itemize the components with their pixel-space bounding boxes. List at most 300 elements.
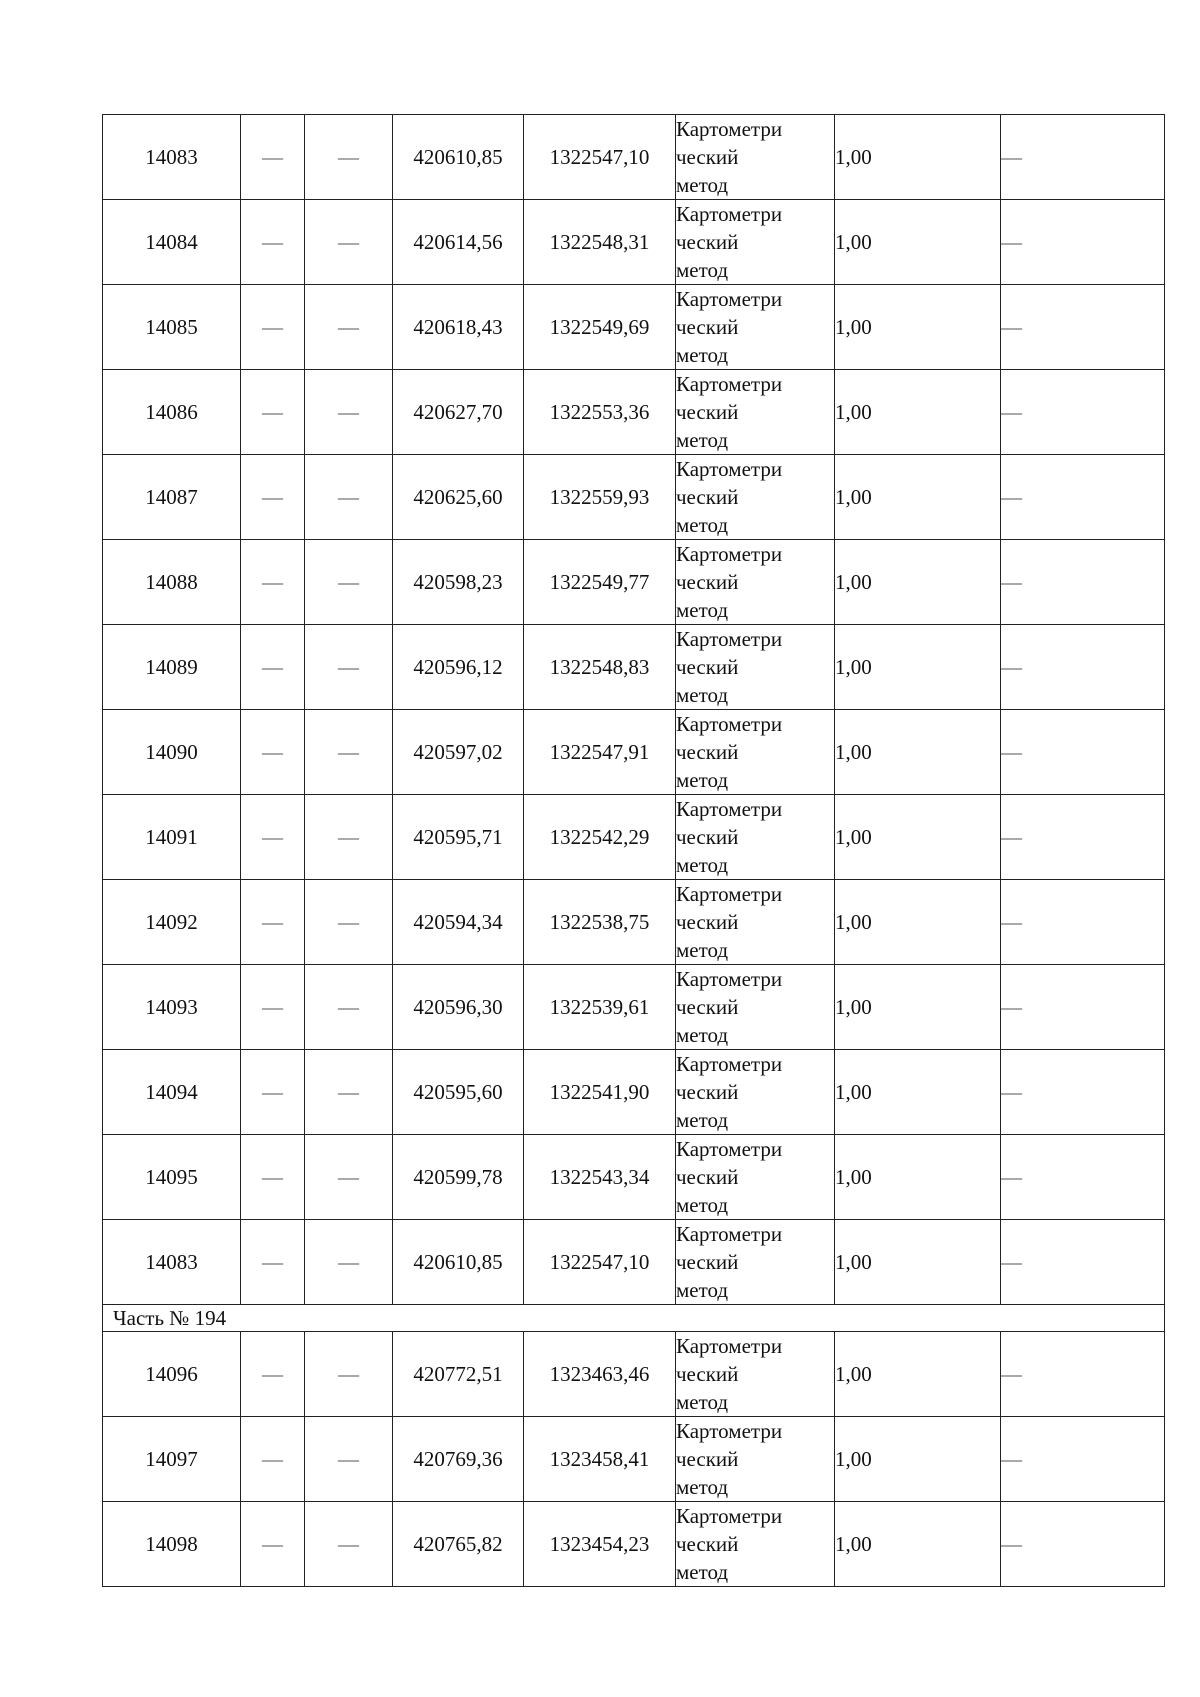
old-y-cell (305, 285, 393, 370)
table-row (103, 1502, 1165, 1587)
point-number-text: 14089 (145, 654, 198, 679)
old-x-cell (241, 115, 305, 200)
point-number-text: 14094 (145, 1079, 198, 1104)
old-x-text: — (262, 739, 283, 764)
old-x-cell (241, 1417, 305, 1502)
description-cell (1001, 540, 1165, 625)
method-line: метод (676, 1475, 729, 1499)
table-row (103, 1417, 1165, 1502)
method-line: ческий (676, 145, 739, 169)
accuracy-text: 1,00 (835, 1446, 872, 1471)
method-line: Картометри (676, 1504, 783, 1528)
y-coordinate-text: 1323458,41 (549, 1446, 650, 1471)
method-line: метод (676, 428, 729, 452)
x-coordinate-cell (393, 1050, 524, 1135)
method-cell (676, 115, 835, 200)
old-y-cell (305, 880, 393, 965)
description-cell (1001, 710, 1165, 795)
old-y-cell (305, 1220, 393, 1305)
point-number-cell (103, 795, 241, 880)
description-cell (1001, 965, 1165, 1050)
x-coordinate-text: 420627,70 (413, 399, 503, 424)
method-line: метод (676, 1108, 729, 1132)
old-y-cell (305, 370, 393, 455)
point-number-text: 14090 (145, 739, 198, 764)
method-line: Картометри (676, 882, 783, 906)
description-text: — (1001, 1446, 1022, 1471)
point-number-cell (103, 880, 241, 965)
part-label: Часть № 194 (103, 1305, 1165, 1332)
method-line: метод (676, 853, 729, 877)
accuracy-cell (835, 540, 1001, 625)
accuracy-text: 1,00 (835, 1361, 872, 1386)
point-number-cell (103, 115, 241, 200)
description-cell (1001, 1050, 1165, 1135)
table-row (103, 880, 1165, 965)
old-x-text: — (262, 824, 283, 849)
old-x-cell (241, 285, 305, 370)
old-x-text: — (262, 994, 283, 1019)
old-x-cell (241, 540, 305, 625)
description-text: — (1001, 994, 1022, 1019)
point-number-cell (103, 625, 241, 710)
point-number-cell (103, 285, 241, 370)
old-y-cell (305, 795, 393, 880)
old-x-cell (241, 370, 305, 455)
description-text: — (1001, 1531, 1022, 1556)
description-text: — (1001, 1164, 1022, 1189)
y-coordinate-text: 1322548,83 (549, 654, 650, 679)
x-coordinate-cell (393, 880, 524, 965)
x-coordinate-text: 420599,78 (413, 1164, 503, 1189)
table-body-part-a (103, 115, 1165, 1305)
point-number-text: 14091 (145, 824, 198, 849)
description-text: — (1001, 144, 1022, 169)
point-number-text: 14086 (145, 399, 198, 424)
accuracy-text: 1,00 (835, 569, 872, 594)
method-line: Картометри (676, 372, 783, 396)
old-x-cell (241, 625, 305, 710)
old-y-text: — (338, 229, 359, 254)
accuracy-cell (835, 285, 1001, 370)
method-cell (676, 1220, 835, 1305)
accuracy-text: 1,00 (835, 1249, 872, 1274)
method-line: метод (676, 1560, 729, 1584)
method-cell (676, 370, 835, 455)
x-coordinate-cell (393, 1502, 524, 1587)
point-number-text: 14093 (145, 994, 198, 1019)
method-line: Картометри (676, 797, 783, 821)
description-cell (1001, 285, 1165, 370)
old-y-cell (305, 710, 393, 795)
method-line: ческий (676, 995, 739, 1019)
method-line: ческий (676, 825, 739, 849)
y-coordinate-cell (524, 880, 676, 965)
description-cell (1001, 1332, 1165, 1417)
method-cell (676, 200, 835, 285)
coordinates-table (102, 114, 1165, 1587)
y-coordinate-cell (524, 540, 676, 625)
table-row (103, 200, 1165, 285)
point-number-text: 14098 (145, 1531, 198, 1556)
description-text: — (1001, 1361, 1022, 1386)
method-line: ческий (676, 315, 739, 339)
method-line: ческий (676, 485, 739, 509)
method-line: Картометри (676, 1052, 783, 1076)
method-line: ческий (676, 1447, 739, 1471)
point-number-text: 14084 (145, 229, 198, 254)
method-line: метод (676, 1390, 729, 1414)
point-number-cell (103, 1050, 241, 1135)
method-line: Картометри (676, 542, 783, 566)
old-x-cell (241, 1135, 305, 1220)
old-y-text: — (338, 1249, 359, 1274)
part-header-row (103, 1305, 1165, 1332)
method-line: ческий (676, 1165, 739, 1189)
method-line: метод (676, 1023, 729, 1047)
description-text: — (1001, 654, 1022, 679)
x-coordinate-text: 420618,43 (413, 314, 503, 339)
accuracy-cell (835, 1417, 1001, 1502)
description-cell (1001, 455, 1165, 540)
accuracy-cell (835, 115, 1001, 200)
point-number-text: 14087 (145, 484, 198, 509)
method-line: ческий (676, 1532, 739, 1556)
description-text: — (1001, 1249, 1022, 1274)
table-row (103, 115, 1165, 200)
accuracy-cell (835, 455, 1001, 540)
old-x-text: — (262, 1446, 283, 1471)
description-text: — (1001, 739, 1022, 764)
method-line: ческий (676, 1362, 739, 1386)
y-coordinate-text: 1322547,91 (549, 739, 650, 764)
method-line: метод (676, 598, 729, 622)
x-coordinate-text: 420595,71 (413, 824, 503, 849)
y-coordinate-text: 1322553,36 (549, 399, 650, 424)
old-y-text: — (338, 484, 359, 509)
old-y-text: — (338, 314, 359, 339)
method-cell (676, 1502, 835, 1587)
y-coordinate-text: 1323463,46 (549, 1361, 650, 1386)
y-coordinate-text: 1322547,10 (549, 144, 650, 169)
method-line: Картометри (676, 627, 783, 651)
old-y-text: — (338, 1446, 359, 1471)
description-cell (1001, 115, 1165, 200)
old-x-text: — (262, 1531, 283, 1556)
old-x-cell (241, 200, 305, 285)
old-x-cell (241, 1332, 305, 1417)
point-number-text: 14083 (145, 1249, 198, 1274)
old-x-cell (241, 880, 305, 965)
table-body-part-b (103, 1332, 1165, 1587)
table-row (103, 1332, 1165, 1417)
old-x-text: — (262, 314, 283, 339)
y-coordinate-cell (524, 965, 676, 1050)
table-row (103, 1135, 1165, 1220)
old-y-text: — (338, 1164, 359, 1189)
method-cell (676, 710, 835, 795)
old-y-text: — (338, 909, 359, 934)
old-y-text: — (338, 1361, 359, 1386)
method-cell (676, 1417, 835, 1502)
method-line: Картометри (676, 457, 783, 481)
method-line: ческий (676, 1080, 739, 1104)
description-cell (1001, 880, 1165, 965)
method-line: Картометри (676, 202, 783, 226)
accuracy-cell (835, 1332, 1001, 1417)
old-y-cell (305, 965, 393, 1050)
old-x-text: — (262, 569, 283, 594)
point-number-cell (103, 1135, 241, 1220)
point-number-cell (103, 370, 241, 455)
old-x-cell (241, 795, 305, 880)
description-text: — (1001, 824, 1022, 849)
x-coordinate-cell (393, 710, 524, 795)
accuracy-text: 1,00 (835, 399, 872, 424)
old-y-cell (305, 1050, 393, 1135)
point-number-cell (103, 455, 241, 540)
method-cell (676, 455, 835, 540)
table-row (103, 370, 1165, 455)
x-coordinate-text: 420765,82 (413, 1531, 503, 1556)
y-coordinate-cell (524, 795, 676, 880)
accuracy-cell (835, 1220, 1001, 1305)
table-row (103, 1050, 1165, 1135)
old-y-text: — (338, 994, 359, 1019)
old-y-text: — (338, 654, 359, 679)
old-y-cell (305, 540, 393, 625)
x-coordinate-cell (393, 285, 524, 370)
method-cell (676, 1135, 835, 1220)
old-x-text: — (262, 399, 283, 424)
old-y-text: — (338, 399, 359, 424)
accuracy-cell (835, 965, 1001, 1050)
table-row (103, 455, 1165, 540)
old-x-text: — (262, 144, 283, 169)
y-coordinate-cell (524, 115, 676, 200)
x-coordinate-cell (393, 795, 524, 880)
point-number-cell (103, 540, 241, 625)
x-coordinate-text: 420595,60 (413, 1079, 503, 1104)
y-coordinate-cell (524, 200, 676, 285)
x-coordinate-text: 420598,23 (413, 569, 503, 594)
point-number-text: 14085 (145, 314, 198, 339)
point-number-cell (103, 200, 241, 285)
method-cell (676, 965, 835, 1050)
old-y-cell (305, 1417, 393, 1502)
table-row (103, 285, 1165, 370)
y-coordinate-cell (524, 285, 676, 370)
old-y-cell (305, 1135, 393, 1220)
old-y-text: — (338, 739, 359, 764)
x-coordinate-cell (393, 625, 524, 710)
old-x-text: — (262, 484, 283, 509)
old-y-text: — (338, 1079, 359, 1104)
description-cell (1001, 1135, 1165, 1220)
method-line: Картометри (676, 287, 783, 311)
y-coordinate-text: 1323454,23 (549, 1531, 650, 1556)
method-line: метод (676, 513, 729, 537)
method-cell (676, 540, 835, 625)
method-line: Картометри (676, 712, 783, 736)
accuracy-cell (835, 1502, 1001, 1587)
point-number-text: 14097 (145, 1446, 198, 1471)
y-coordinate-text: 1322559,93 (549, 484, 650, 509)
description-cell (1001, 370, 1165, 455)
accuracy-text: 1,00 (835, 909, 872, 934)
method-line: ческий (676, 740, 739, 764)
y-coordinate-text: 1322548,31 (549, 229, 650, 254)
description-cell (1001, 1220, 1165, 1305)
y-coordinate-text: 1322541,90 (549, 1079, 650, 1104)
table-row (103, 540, 1165, 625)
x-coordinate-text: 420610,85 (413, 144, 503, 169)
x-coordinate-text: 420769,36 (413, 1446, 503, 1471)
accuracy-text: 1,00 (835, 144, 872, 169)
method-line: метод (676, 768, 729, 792)
x-coordinate-cell (393, 1220, 524, 1305)
old-x-text: — (262, 229, 283, 254)
x-coordinate-text: 420596,12 (413, 654, 503, 679)
accuracy-text: 1,00 (835, 1531, 872, 1556)
table-row (103, 710, 1165, 795)
x-coordinate-cell (393, 540, 524, 625)
method-line: ческий (676, 910, 739, 934)
accuracy-cell (835, 370, 1001, 455)
y-coordinate-cell (524, 625, 676, 710)
method-line: метод (676, 1278, 729, 1302)
old-x-text: — (262, 654, 283, 679)
table-row (103, 625, 1165, 710)
old-x-cell (241, 455, 305, 540)
x-coordinate-text: 420596,30 (413, 994, 503, 1019)
method-line: ческий (676, 1250, 739, 1274)
accuracy-cell (835, 625, 1001, 710)
y-coordinate-cell (524, 370, 676, 455)
point-number-text: 14095 (145, 1164, 198, 1189)
point-number-text: 14092 (145, 909, 198, 934)
table-row (103, 795, 1165, 880)
old-y-text: — (338, 569, 359, 594)
method-cell (676, 880, 835, 965)
point-number-cell (103, 1502, 241, 1587)
method-line: метод (676, 683, 729, 707)
y-coordinate-text: 1322547,10 (549, 1249, 650, 1274)
method-line: ческий (676, 400, 739, 424)
old-y-cell (305, 1502, 393, 1587)
old-x-text: — (262, 1079, 283, 1104)
accuracy-cell (835, 200, 1001, 285)
old-x-cell (241, 710, 305, 795)
y-coordinate-text: 1322543,34 (549, 1164, 650, 1189)
table-row (103, 965, 1165, 1050)
method-line: Картометри (676, 1419, 783, 1443)
method-cell (676, 625, 835, 710)
description-text: — (1001, 314, 1022, 339)
x-coordinate-cell (393, 370, 524, 455)
description-text: — (1001, 484, 1022, 509)
accuracy-text: 1,00 (835, 1079, 872, 1104)
point-number-cell (103, 710, 241, 795)
accuracy-cell (835, 1050, 1001, 1135)
method-line: ческий (676, 230, 739, 254)
description-cell (1001, 1417, 1165, 1502)
method-line: метод (676, 938, 729, 962)
y-coordinate-text: 1322539,61 (549, 994, 650, 1019)
x-coordinate-text: 420594,34 (413, 909, 503, 934)
accuracy-text: 1,00 (835, 654, 872, 679)
old-y-text: — (338, 824, 359, 849)
y-coordinate-text: 1322538,75 (549, 909, 650, 934)
x-coordinate-text: 420597,02 (413, 739, 503, 764)
description-text: — (1001, 1079, 1022, 1104)
table-body-part-header (103, 1305, 1165, 1332)
y-coordinate-text: 1322542,29 (549, 824, 650, 849)
method-cell (676, 1050, 835, 1135)
x-coordinate-text: 420614,56 (413, 229, 503, 254)
point-number-cell (103, 1332, 241, 1417)
point-number-text: 14088 (145, 569, 198, 594)
y-coordinate-cell (524, 455, 676, 540)
method-cell (676, 1332, 835, 1417)
accuracy-text: 1,00 (835, 994, 872, 1019)
description-text: — (1001, 399, 1022, 424)
method-line: Картометри (676, 1222, 783, 1246)
accuracy-text: 1,00 (835, 1164, 872, 1189)
old-x-cell (241, 1502, 305, 1587)
description-text: — (1001, 909, 1022, 934)
accuracy-cell (835, 710, 1001, 795)
point-number-text: 14083 (145, 144, 198, 169)
x-coordinate-text: 420772,51 (413, 1361, 503, 1386)
accuracy-text: 1,00 (835, 314, 872, 339)
x-coordinate-text: 420625,60 (413, 484, 503, 509)
method-line: метод (676, 173, 729, 197)
x-coordinate-cell (393, 1332, 524, 1417)
x-coordinate-cell (393, 1417, 524, 1502)
old-x-cell (241, 1050, 305, 1135)
table-row (103, 1220, 1165, 1305)
description-cell (1001, 1502, 1165, 1587)
old-y-cell (305, 455, 393, 540)
x-coordinate-cell (393, 115, 524, 200)
y-coordinate-cell (524, 1050, 676, 1135)
x-coordinate-cell (393, 1135, 524, 1220)
method-line: Картометри (676, 967, 783, 991)
accuracy-text: 1,00 (835, 739, 872, 764)
x-coordinate-text: 420610,85 (413, 1249, 503, 1274)
description-text: — (1001, 229, 1022, 254)
accuracy-text: 1,00 (835, 824, 872, 849)
method-line: ческий (676, 655, 739, 679)
old-x-text: — (262, 1249, 283, 1274)
accuracy-cell (835, 880, 1001, 965)
old-y-cell (305, 200, 393, 285)
accuracy-cell (835, 795, 1001, 880)
description-cell (1001, 625, 1165, 710)
point-number-cell (103, 1220, 241, 1305)
old-x-text: — (262, 909, 283, 934)
method-line: Картометри (676, 117, 783, 141)
old-y-cell (305, 625, 393, 710)
accuracy-text: 1,00 (835, 484, 872, 509)
method-line: ческий (676, 570, 739, 594)
point-number-cell (103, 965, 241, 1050)
method-line: Картометри (676, 1137, 783, 1161)
point-number-cell (103, 1417, 241, 1502)
accuracy-text: 1,00 (835, 229, 872, 254)
old-y-cell (305, 115, 393, 200)
